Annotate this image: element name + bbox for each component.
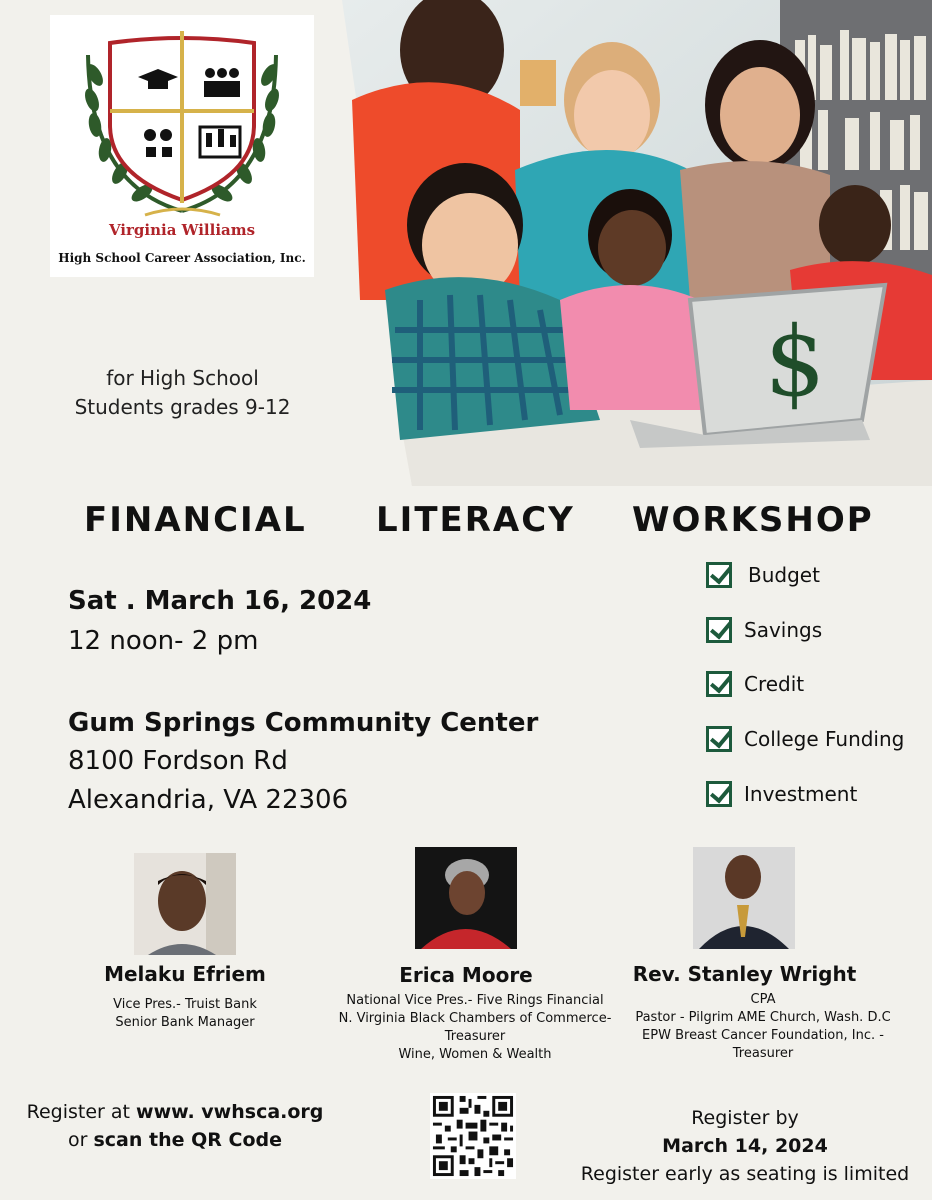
register-by-label: Register by xyxy=(691,1107,799,1129)
topic-item xyxy=(706,668,804,700)
scan-qr-text: scan the QR Code xyxy=(93,1129,282,1151)
audience-text xyxy=(60,364,305,422)
topic-item xyxy=(706,778,857,810)
checkbox-icon xyxy=(706,617,732,643)
topic-label: Credit xyxy=(744,672,805,696)
topic-item xyxy=(706,614,822,646)
topic-item xyxy=(706,723,904,755)
speaker-info xyxy=(618,991,908,1063)
register-deadline xyxy=(575,1104,915,1188)
speaker-info-line: National Vice Pres.- Five Rings Financial xyxy=(346,993,604,1008)
event-time: 12 noon- 2 pm xyxy=(68,626,259,656)
topic-label: Budget xyxy=(748,563,820,587)
audience-line1: for High School xyxy=(106,366,259,390)
speaker-name: Melaku Efriem xyxy=(104,962,266,986)
checkbox-icon xyxy=(706,781,732,807)
register-or: or xyxy=(67,1129,94,1151)
headline-word-financial: FINANCIAL xyxy=(84,500,307,540)
speaker-info xyxy=(330,992,620,1064)
register-prefix: Register at xyxy=(26,1101,137,1123)
org-name-line2: High School Career Association, Inc. xyxy=(58,251,306,265)
speaker-photo-stanley xyxy=(693,847,795,949)
speaker-photo-melaku xyxy=(134,853,236,955)
speaker-info xyxy=(76,996,294,1032)
speaker-info-line: N. Virginia Black Chambers of Commerce- xyxy=(338,1011,612,1026)
association-logo xyxy=(50,15,314,277)
speaker-info-line: Wine, Women & Wealth xyxy=(398,1047,552,1062)
topic-label: College Funding xyxy=(744,727,905,751)
laptop-dollar-sign: $ xyxy=(764,306,826,418)
seating-note: Register early as seating is limited xyxy=(580,1163,910,1185)
event-venue: Gum Springs Community Center xyxy=(68,708,539,738)
speaker-info-line: Senior Bank Manager xyxy=(115,1015,255,1030)
topic-label: Investment xyxy=(744,782,858,806)
speaker-info-line: Vice Pres.- Truist Bank xyxy=(113,997,257,1012)
register-online xyxy=(20,1098,330,1154)
speaker-info-line: Pastor - Pilgrim AME Church, Wash. D.C xyxy=(635,1010,891,1025)
checkbox-icon xyxy=(706,562,732,588)
speaker-name: Rev. Stanley Wright xyxy=(632,962,857,986)
speaker-info-line: CPA xyxy=(750,992,776,1007)
event-address-line1: 8100 Fordson Rd xyxy=(68,746,288,776)
speaker-info-line: Treasurer xyxy=(732,1046,794,1061)
event-date: Sat . March 16, 2024 xyxy=(68,586,372,616)
checkbox-icon xyxy=(706,726,732,752)
register-url-link[interactable]: www. vwhsca.org xyxy=(136,1101,324,1123)
topic-item xyxy=(706,559,820,591)
speaker-info-line: EPW Breast Cancer Foundation, Inc. - xyxy=(642,1028,884,1043)
topic-label: Savings xyxy=(744,618,823,642)
headline-word-literacy: LITERACY xyxy=(376,500,575,540)
checkbox-icon xyxy=(706,671,732,697)
speaker-info-line: Treasurer xyxy=(444,1029,506,1044)
speaker-name: Erica Moore xyxy=(399,963,533,987)
org-name-line1: Virginia Williams xyxy=(108,221,256,239)
headline-word-workshop: WORKSHOP xyxy=(632,500,874,540)
qr-code[interactable] xyxy=(430,1093,516,1179)
event-address-line2: Alexandria, VA 22306 xyxy=(68,785,349,815)
speaker-photo-erica xyxy=(415,847,517,949)
audience-line2: Students grades 9-12 xyxy=(74,395,291,419)
register-deadline-date: March 14, 2024 xyxy=(662,1135,828,1157)
